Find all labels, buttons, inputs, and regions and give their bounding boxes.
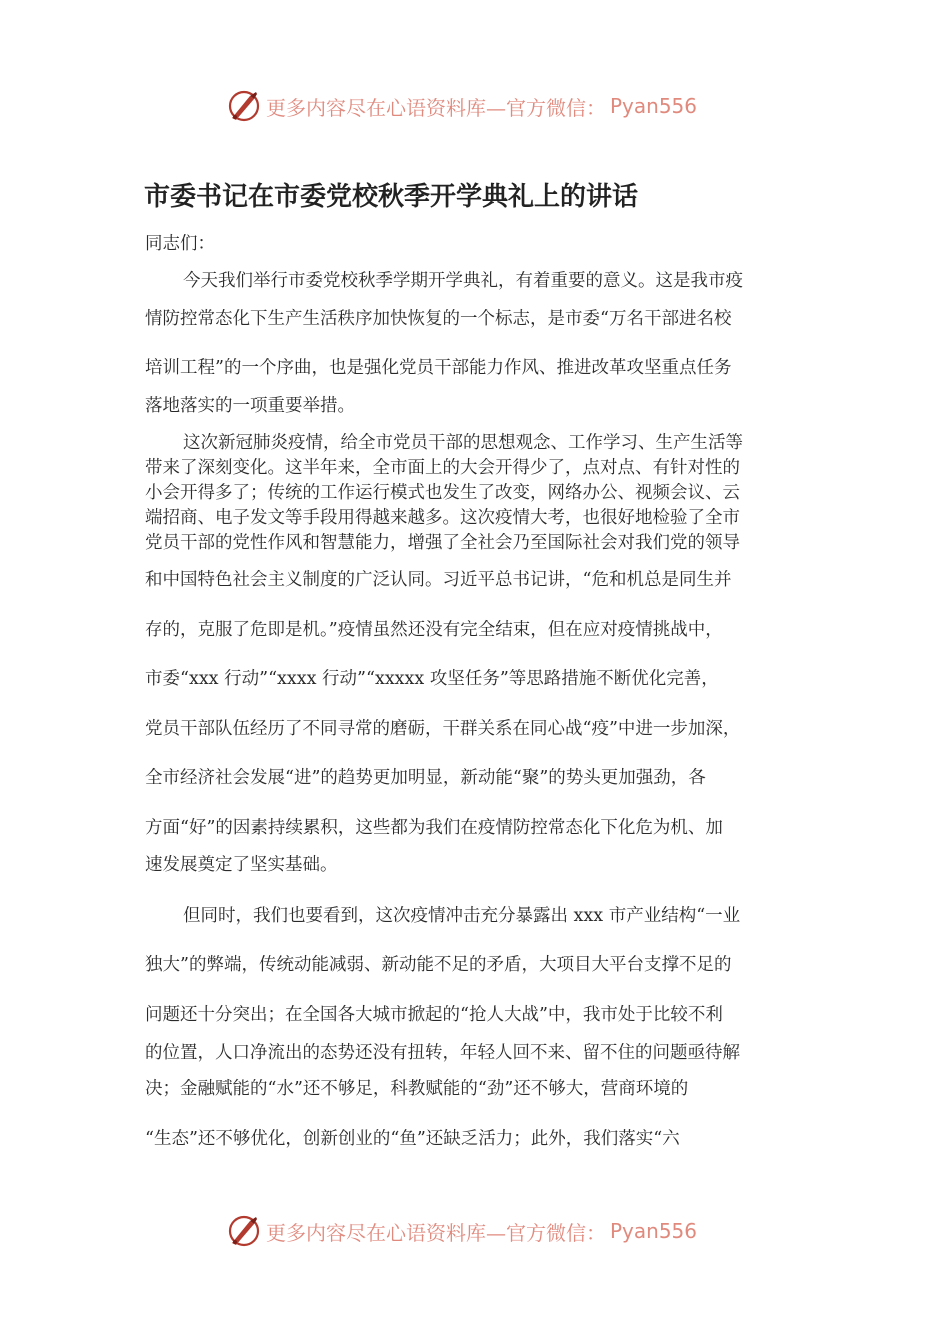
text-line: 独大”的弊端，传统动能减弱、新动能不足的矛盾，大项目大平台支撑不足的 <box>145 955 732 975</box>
text-line: 带来了深刻变化。这半年来，全市面上的大会开得少了，点对点、有针对性的 <box>145 458 740 478</box>
text-line: 情防控常态化下生产生活秩序加快恢复的一个标志，是市委“万名干部进名校 <box>145 309 732 329</box>
text-line: 但同时，我们也要看到，这次疫情冲击充分暴露出 xxx 市产业结构“一业 <box>183 906 741 926</box>
text-line: 存的，克服了危即是机。”疫情虽然还没有完全结束，但在应对疫情挑战中， <box>145 620 723 640</box>
text-line: 党员干部队伍经历了不同寻常的磨砺，干群关系在同心战“疫”中进一步加深， <box>145 719 741 739</box>
text-line: 小会开得多了；传统的工作运行模式也发生了改变，网络办公、视频会议、云 <box>145 483 740 503</box>
text-line: 方面“好”的因素持续累积，这些都为我们在疫情防控常态化下化危为机、加 <box>145 818 723 838</box>
text-line: 问题还十分突出；在全国各大城市掀起的“抢人大战”中，我市处于比较不利 <box>145 1005 723 1025</box>
text-line: “生态”还不够优化，创新创业的“鱼”还缺乏活力；此外，我们落实“六 <box>145 1129 680 1149</box>
text-line: 端招商、电子发文等手段用得越来越多。这次疫情大考，也很好地检验了全市 <box>145 508 740 528</box>
footer-banner <box>226 1211 697 1251</box>
pen-logo-icon <box>226 88 262 124</box>
banner-text: 更多内容尽在心语资料库—官方微信： <box>266 1220 606 1245</box>
text-line: 的位置，人口净流出的态势还没有扭转，年轻人回不来、留不住的问题亟待解 <box>145 1043 740 1063</box>
text-line: 党员干部的党性作风和智慧能力，增强了全社会乃至国际社会对我们党的领导 <box>145 533 740 553</box>
banner-text: 更多内容尽在心语资料库—官方微信： <box>266 95 606 120</box>
salutation: 同志们： <box>145 234 215 254</box>
banner-wechat-id: Pyan556 <box>610 94 698 118</box>
text-line: 今天我们举行市委党校秋季学期开学典礼，有着重要的意义。这是我市疫 <box>183 271 743 291</box>
text-line: 速发展奠定了坚实基础。 <box>145 855 338 875</box>
banner-wechat-id: Pyan556 <box>610 1219 698 1243</box>
text-line: 和中国特色社会主义制度的广泛认同。习近平总书记讲，“危和机总是同生并 <box>145 570 732 590</box>
pen-logo-icon <box>226 1213 262 1249</box>
text-line: 市委“xxx 行动”“xxxx 行动”“xxxxx 攻坚任务”等思路措施不断优化完善， <box>145 669 719 689</box>
text-line: 培训工程”的一个序曲，也是强化党员干部能力作风、推进改革攻坚重点任务 <box>145 358 732 378</box>
text-line: 决；金融赋能的“水”还不够足，科教赋能的“劲”还不够大，营商环境的 <box>145 1079 689 1099</box>
header-banner <box>226 86 697 126</box>
text-line: 全市经济社会发展“进”的趋势更加明显，新动能“聚”的势头更加强劲，各 <box>145 768 706 788</box>
text-line: 落地落实的一项重要举措。 <box>145 396 355 416</box>
document-title: 市委书记在市委党校秋季开学典礼上的讲话 <box>144 182 639 212</box>
text-line: 这次新冠肺炎疫情，给全市党员干部的思想观念、工作学习、生产生活等 <box>183 433 743 453</box>
